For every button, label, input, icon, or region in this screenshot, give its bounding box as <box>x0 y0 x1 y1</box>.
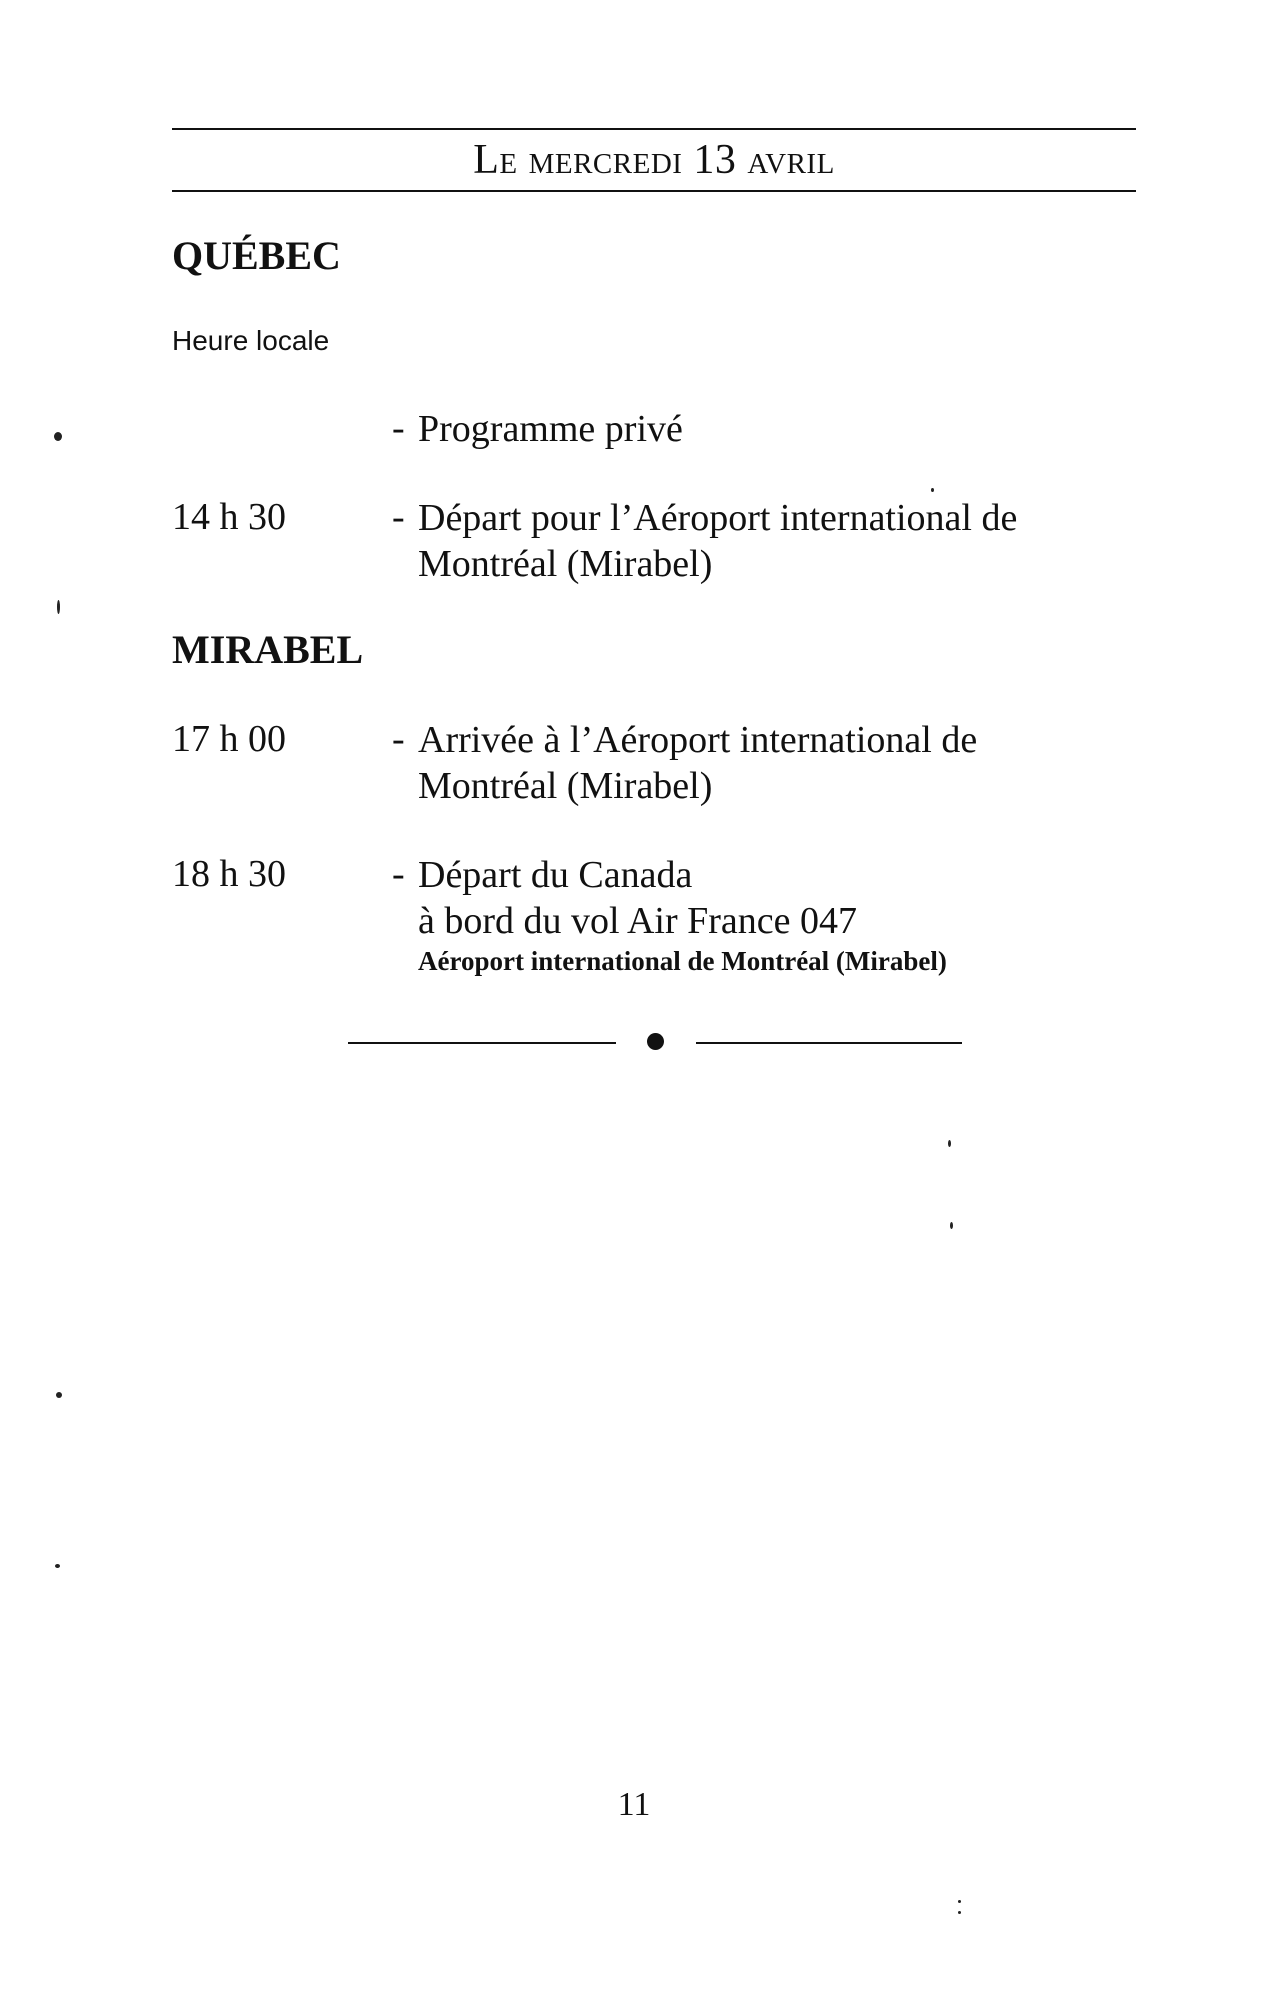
event-dash: - <box>392 853 405 895</box>
event-line: Programme privé <box>418 408 683 450</box>
event-arrivee-mirabel <box>418 717 977 809</box>
scan-speck <box>958 1911 961 1914</box>
date-day: 13 <box>693 137 737 183</box>
event-depart-quebec <box>418 495 1017 587</box>
event-time: 14 h 30 <box>172 496 286 538</box>
divider-line-left <box>348 1042 616 1044</box>
scan-speck <box>958 1900 961 1903</box>
date-header <box>172 136 1136 184</box>
scan-speck <box>54 432 62 441</box>
scan-speck <box>931 488 934 492</box>
divider-line-right <box>696 1042 962 1044</box>
event-note: Aéroport international de Montréal (Mirabel) <box>418 946 947 976</box>
scan-speck <box>57 600 60 614</box>
event-line: Départ pour l’Aéroport international de <box>418 497 1018 539</box>
scan-speck <box>948 1140 951 1147</box>
event-time: 17 h 00 <box>172 718 286 760</box>
date-month: avril <box>747 137 835 183</box>
local-time-label: Heure locale <box>172 325 330 356</box>
event-dash: - <box>392 718 405 760</box>
event-depart-canada <box>418 852 947 978</box>
header-rule-top <box>172 128 1136 130</box>
header-rule-bottom <box>172 190 1136 192</box>
scan-speck <box>55 1564 60 1568</box>
event-line: Montréal (Mirabel) <box>418 543 713 585</box>
event-line: Départ du Canada <box>418 854 693 896</box>
event-programme-prive <box>418 406 683 452</box>
section-title-mirabel: MIRABEL <box>172 627 364 672</box>
scan-speck <box>950 1222 953 1229</box>
event-dash: - <box>392 496 405 538</box>
event-line: Arrivée à l’Aéroport international de <box>418 719 978 761</box>
event-line: à bord du vol Air France 047 <box>418 900 858 942</box>
page-number: 11 <box>617 1786 651 1823</box>
event-line: Montréal (Mirabel) <box>418 765 713 807</box>
event-time: 18 h 30 <box>172 853 286 895</box>
scan-speck <box>56 1392 62 1398</box>
divider-bullet <box>647 1033 664 1050</box>
date-prefix: Le mercredi <box>473 137 683 183</box>
section-title-quebec: QUÉBEC <box>172 233 341 278</box>
event-dash: - <box>392 407 405 449</box>
